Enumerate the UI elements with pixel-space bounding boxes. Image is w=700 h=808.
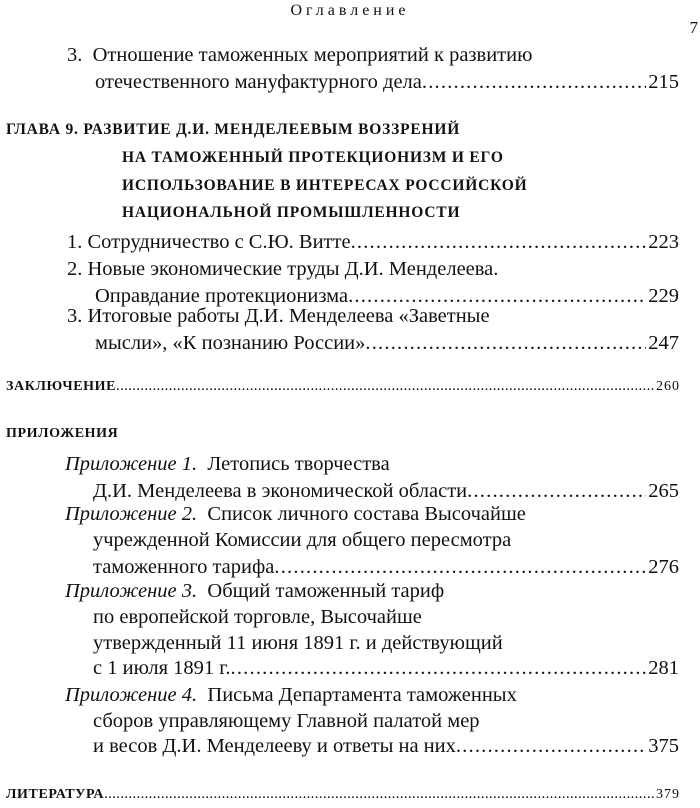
toc-entry-text: утвержденный 11 июня 1891 г. и действующий [93,632,503,654]
dot-leader [351,229,647,256]
toc-entry-appendix4-line1 [65,682,517,709]
chapter9-title-line4: НАЦИОНАЛЬНОЙ ПРОМЫШЛЕННОСТИ [122,204,461,221]
toc-entry-appendix3-line1 [65,578,444,605]
toc-entry-ch9-item3-line2 [95,330,679,357]
toc-entry-text: учрежденной Комиссии для общего пересмотра [93,529,512,551]
toc-entry-text: Д.И. Менделеева в экономической области [93,480,468,502]
dot-leader [231,655,647,682]
appendices-heading [6,420,118,447]
toc-page-number: 276 [648,556,679,578]
toc-entry-text: Летопись творчества [197,453,390,475]
appendices-heading-text: ПРИЛОЖЕНИЯ [6,426,119,441]
toc-entry-ch9-item2-line1 [67,256,672,283]
toc-entry-text: Оправдание протекционизма [95,285,349,307]
toc-entry-appendix3-line4 [93,655,679,682]
toc-entry-ch8-item3-line2 [95,69,679,96]
toc-entry-appendix4-line2 [93,708,480,735]
toc-entry-ch9-item3-line1 [67,303,672,330]
toc-entry-appendix3-line3 [93,630,503,657]
appendix-tag: Приложение 4. [65,684,198,706]
toc-entry-text: по европейской торговле, Высочайше [93,606,422,628]
toc-entry-text: Список личного состава Высочайше [197,503,526,525]
toc-entry-literature [6,781,680,808]
toc-entry-text: Письма Департамента таможенных [197,684,517,706]
toc-entry-text: ЗАКЛЮЧЕНИЕ [6,379,117,394]
toc-entry-appendix4-line3 [93,733,679,760]
toc-entry-text: отечественного мануфактурного дела [95,71,422,93]
chapter9-title-line3: ИСПОЛЬЗОВАНИЕ В ИНТЕРЕСАХ РОССИЙСКОЙ [122,177,528,194]
toc-entry-appendix3-line2 [93,604,422,631]
toc-entry-ch8-item3-line1 [67,42,672,69]
chapter9-title-line2: НА ТАМОЖЕННЫЙ ПРОТЕКЦИОНИЗМ И ЕГО [122,149,504,166]
dot-leader [116,373,654,400]
toc-entry-text: и весов Д.И. Менделееву и ответы на них [93,735,456,757]
dot-leader [422,69,646,96]
page-number: 7 [689,18,698,37]
toc-page-number: 229 [648,285,679,307]
appendix-tag: Приложение 1. [65,453,198,475]
toc-page-number: 247 [648,332,679,354]
toc-entry-appendix2-line1 [65,501,526,528]
dot-leader [456,733,646,760]
toc-entry-conclusion [6,373,680,400]
toc-entry-appendix2-line2 [93,527,511,554]
toc-page-number: 265 [648,480,679,502]
toc-entry-text: Общий таможенный тариф [197,580,445,602]
dot-leader [274,554,646,581]
toc-entry-ch9-item1 [67,229,679,256]
toc-page-number: 260 [656,379,680,394]
toc-entry-text: таможенного тарифа [93,556,275,578]
running-header: Оглавление [290,2,410,19]
toc-entry-text: ЛИТЕРАТУРА [6,787,105,802]
appendix-tag: Приложение 2. [65,503,198,525]
toc-entry-text: сборов управляющему Главной палатой мер [93,710,480,732]
toc-page-number: 375 [648,735,679,757]
toc-entry-text: 3. Итоговые работы Д.И. Менделеева «Заветные [67,305,490,327]
dot-leader [104,781,654,808]
toc-entry-text: с 1 июля 1891 г. [93,657,231,679]
dot-leader [365,330,646,357]
toc-page-number: 281 [648,657,679,679]
toc-page-number: 223 [648,231,679,253]
toc-entry-appendix2-line3 [93,554,679,581]
toc-page-number: 379 [656,787,680,802]
toc-entry-text: 2. Новые экономические труды Д.И. Менделеева. [67,258,499,280]
toc-entry-appendix1-line1 [65,451,390,478]
appendix-tag: Приложение 3. [65,580,198,602]
toc-page-number: 215 [648,71,679,93]
toc-entry-text: 1. Сотрудничество с С.Ю. Витте [67,231,351,253]
toc-entry-text: 3. Отношение таможенных мероприятий к развитию [67,44,533,66]
toc-entry-text: мысли», «К познанию России» [95,332,366,354]
chapter9-title-line1: ГЛАВА 9. РАЗВИТИЕ Д.И. МЕНДЕЛЕЕВЫМ ВОЗЗРЕНИЙ [6,121,461,138]
